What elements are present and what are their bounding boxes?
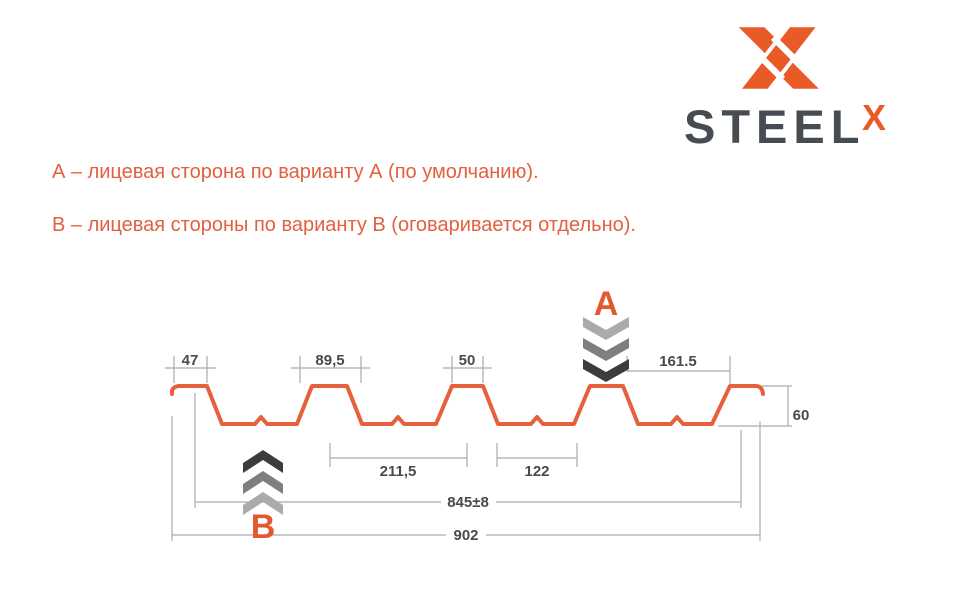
brand-wordmark: STEEL bbox=[684, 100, 866, 153]
dim-845 bbox=[195, 393, 741, 508]
variant-a-chevron-icon bbox=[583, 317, 629, 382]
logo-arm-bottom-right bbox=[782, 63, 819, 89]
logo-arm-top-left bbox=[739, 27, 776, 53]
dim-60-label: 60 bbox=[792, 407, 810, 424]
brand-x-superscript: X bbox=[862, 97, 887, 138]
steelx-logo-icon bbox=[734, 24, 822, 92]
dim-161-5-label: 161.5 bbox=[659, 353, 697, 370]
profile-outline bbox=[172, 386, 763, 424]
marker-a-label: A bbox=[593, 285, 619, 323]
dim-211-5-label: 211,5 bbox=[379, 463, 417, 480]
dim-122-label: 122 bbox=[524, 463, 550, 480]
dim-89-5-label: 89,5 bbox=[315, 352, 345, 369]
profile-drawing bbox=[140, 280, 840, 580]
note-variant-b: В – лицевая стороны по варианту В (оговаривается отдельно). bbox=[52, 214, 636, 236]
note-variant-a: А – лицевая сторона по варианту А (по умолчанию). bbox=[52, 161, 539, 183]
dim-50-label: 50 bbox=[458, 352, 476, 369]
dim-902-label: 902 bbox=[453, 527, 479, 544]
dim-845-label: 845±8 bbox=[447, 494, 489, 511]
marker-b-label: B bbox=[250, 508, 276, 546]
variant-b-chevron-icon bbox=[243, 450, 283, 515]
dim-47-label: 47 bbox=[181, 352, 199, 369]
